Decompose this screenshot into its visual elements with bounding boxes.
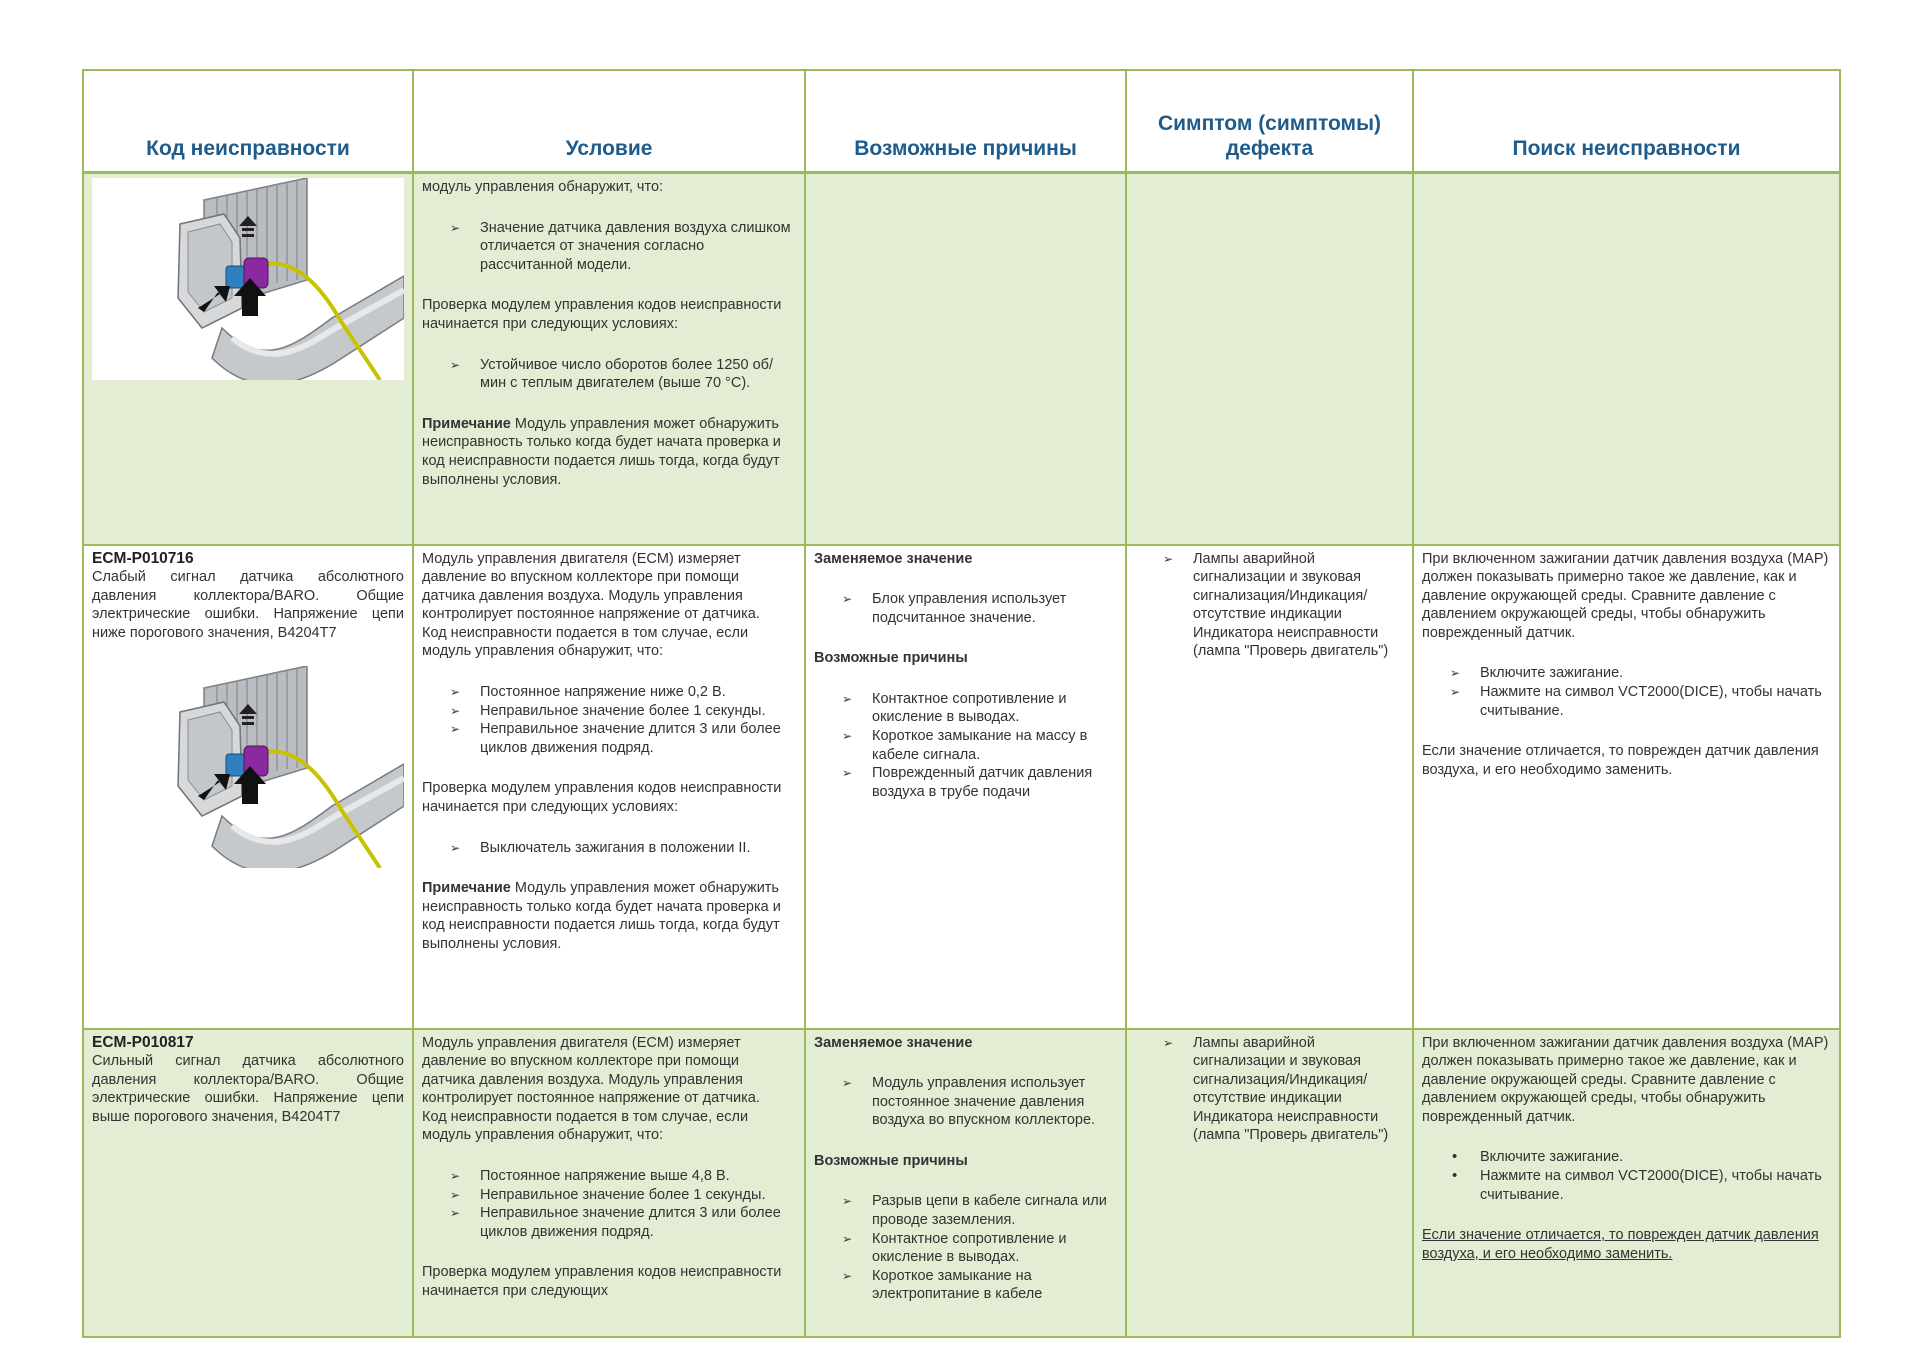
list-item: ➢ Контактное сопротивление и окисление в выводах. bbox=[872, 690, 1117, 727]
row2-symptom-list bbox=[1135, 550, 1404, 662]
fault-code-table bbox=[82, 69, 1841, 1338]
row2-replaced-list bbox=[814, 590, 1117, 627]
row2-condition-cell bbox=[413, 545, 805, 1029]
row3-trouble-cell bbox=[1413, 1029, 1840, 1337]
row2-symptom-cell bbox=[1126, 545, 1413, 1029]
row1-causes-cell bbox=[805, 173, 1126, 545]
table-header-row bbox=[83, 70, 1840, 173]
table-row bbox=[83, 545, 1840, 1029]
row1-condition-intro: модуль управления обнаружит, что: bbox=[422, 179, 664, 195]
row2-check-list bbox=[422, 839, 796, 858]
list-item: ➢ Лампы аварийной сигнализации и звуковая сигнализация/Индикация/отсутствие индикации Индикатора неисправности (лампа "Проверь двигатель") bbox=[1193, 550, 1404, 662]
note-label: Примечание bbox=[422, 415, 511, 432]
sensor-illustration bbox=[92, 178, 404, 380]
list-item: ➢ Постоянное напряжение ниже 0,2 В. bbox=[480, 683, 796, 702]
row1-check-text: Проверка модулем управления кодов неисправности начинается при следующих условиях: bbox=[422, 297, 782, 332]
sensor-illustration bbox=[92, 666, 404, 868]
header-condition: Условие bbox=[413, 70, 805, 173]
page bbox=[82, 69, 1839, 1329]
row3-condition-intro2: Код неисправности подается в том случае, если модуль управления обнаружит, что: bbox=[422, 1108, 749, 1144]
list-item: ➢ Неправильное значение длится 3 или более циклов движения подряд. bbox=[480, 720, 796, 757]
list-item: ➢ Включите зажигание. bbox=[1480, 664, 1831, 683]
list-item: ➢ Поврежденный датчик давления воздуха в трубе подачи bbox=[872, 764, 1117, 801]
list-item: ➢ Короткое замыкание на электропитание в кабеле bbox=[872, 1267, 1117, 1304]
row3-check-text: Проверка модулем управления кодов неисправности начинается при следующих bbox=[422, 1264, 782, 1300]
row3-code-desc: Сильный сигнал датчика абсолютного давления коллектора/BARO. Общие электрические ошибки. Напряжение цепи выше порогового значения, B4204T7 bbox=[92, 1053, 404, 1125]
row2-causes-label: Возможные причины bbox=[814, 650, 968, 667]
note-label: Примечание bbox=[422, 880, 511, 897]
list-item: ➢ Устойчивое число оборотов более 1250 об/мин с теплым двигателем (выше 70 °C). bbox=[480, 356, 796, 393]
list-item: ➢ Блок управления использует подсчитанное значение. bbox=[872, 590, 1117, 627]
list-item: ➢ Нажмите на символ VCT2000(DICE), чтобы начать считывание. bbox=[1480, 683, 1831, 720]
row3-replaced-label: Заменяемое значение bbox=[814, 1034, 973, 1051]
header-causes: Возможные причины bbox=[805, 70, 1126, 173]
row3-causes-label: Возможные причины bbox=[814, 1152, 968, 1169]
row2-trouble-end: Если значение отличается, то поврежден датчик давления воздуха, и его необходимо заменить. bbox=[1422, 743, 1819, 778]
row3-trouble-intro: При включенном зажигании датчик давления воздуха (MAP) должен показывать примерно такое же давление, как и давление окружающей среды. Сравните давление с давлением окружающей среды, чтобы обнаружить поврежденный датчик. bbox=[1422, 1034, 1829, 1125]
list-item: ➢ Лампы аварийной сигнализации и звуковая сигнализация/Индикация/отсутствие индикации Индикатора неисправности (лампа "Проверь двигатель") bbox=[1193, 1034, 1404, 1146]
row3-condition-cell bbox=[413, 1029, 805, 1337]
list-item: ➢ Модуль управления использует постоянное значение давления воздуха во впускном коллекторе. bbox=[872, 1074, 1117, 1130]
row3-code: ECM-P010817 bbox=[92, 1033, 194, 1051]
list-item: ➢ Разрыв цепи в кабеле сигнала или проводе заземления. bbox=[872, 1192, 1117, 1229]
row2-trouble-cell bbox=[1413, 545, 1840, 1029]
row3-code-cell bbox=[83, 1029, 413, 1337]
row1-condition-cell bbox=[413, 173, 805, 545]
row3-symptom-list bbox=[1135, 1034, 1404, 1146]
list-item: • Включите зажигание. bbox=[1480, 1148, 1831, 1167]
list-item: ➢ Короткое замыкание на массу в кабеле сигнала. bbox=[872, 727, 1117, 764]
row3-trouble-end: Если значение отличается, то поврежден датчик давления воздуха, и его необходимо заменить. bbox=[1422, 1227, 1819, 1262]
row2-code-desc: Слабый сигнал датчика абсолютного давления коллектора/BARO. Общие электрические ошибки. Напряжение цепи ниже порогового значения, B4204T7 bbox=[92, 569, 404, 641]
row3-trouble-list bbox=[1422, 1148, 1831, 1204]
row2-condition-intro2: Код неисправности подается в том случае, если модуль управления обнаружит, что: bbox=[422, 624, 749, 660]
table-row bbox=[83, 1029, 1840, 1337]
row1-symptom-cell bbox=[1126, 173, 1413, 545]
table-row bbox=[83, 173, 1840, 545]
row2-code-cell bbox=[83, 545, 413, 1029]
row2-replaced-label: Заменяемое значение bbox=[814, 550, 973, 567]
list-item: ➢ Постоянное напряжение выше 4,8 В. bbox=[480, 1167, 796, 1186]
list-item: ➢ Выключатель зажигания в положении II. bbox=[480, 839, 796, 858]
row2-note bbox=[422, 879, 796, 953]
list-item: • Нажмите на символ VCT2000(DICE), чтобы начать считывание. bbox=[1480, 1167, 1831, 1204]
row2-causes-list bbox=[814, 690, 1117, 802]
header-symptom: Симптом (симптомы) дефекта bbox=[1126, 70, 1413, 173]
note-text: Модуль управления может обнаружить неисправность только когда будет начата проверка и код неисправности подается лишь тогда, когда будут выполнены условия. bbox=[422, 415, 781, 488]
row1-condition-list bbox=[422, 219, 796, 275]
list-item: ➢ Неправильное значение длится 3 или более циклов движения подряд. bbox=[480, 1204, 796, 1241]
row2-condition-list bbox=[422, 683, 796, 757]
header-code: Код неисправности bbox=[83, 70, 413, 173]
row3-condition-list bbox=[422, 1167, 796, 1241]
row3-condition-intro: Модуль управления двигателя (ECM) измеряет давление во впускном коллекторе при помощи датчика давления воздуха. Модуль управления контролирует постоянное напряжение от датчика. bbox=[422, 1034, 760, 1107]
row1-code-cell bbox=[83, 173, 413, 545]
row1-check-list bbox=[422, 356, 796, 393]
header-troubleshooting: Поиск неисправности bbox=[1413, 70, 1840, 173]
row3-symptom-cell bbox=[1126, 1029, 1413, 1337]
list-item: ➢ Значение датчика давления воздуха слишком отличается от значения согласно рассчитанной модели. bbox=[480, 219, 796, 275]
row3-replaced-list bbox=[814, 1074, 1117, 1130]
row2-trouble-intro: При включенном зажигании датчик давления воздуха (MAP) должен показывать примерно такое же давление, как и давление окружающей среды. Сравните давление с давлением окружающей среды, чтобы обнаружить поврежденный датчик. bbox=[1422, 550, 1829, 641]
note-text: Модуль управления может обнаружить неисправность только когда будет начата проверка и код неисправности подается лишь тогда, когда будут выполнены условия. bbox=[422, 880, 781, 952]
row2-check-text: Проверка модулем управления кодов неисправности начинается при следующих условиях: bbox=[422, 780, 782, 816]
row3-causes-list bbox=[814, 1192, 1117, 1304]
row2-trouble-list bbox=[1422, 664, 1831, 720]
row2-code: ECM-P010716 bbox=[92, 549, 194, 567]
row1-trouble-cell bbox=[1413, 173, 1840, 545]
list-item: ➢ Неправильное значение более 1 секунды. bbox=[480, 1186, 796, 1205]
row2-causes-cell bbox=[805, 545, 1126, 1029]
list-item: ➢ Контактное сопротивление и окисление в выводах. bbox=[872, 1230, 1117, 1267]
row3-causes-cell bbox=[805, 1029, 1126, 1337]
list-item: ➢ Неправильное значение более 1 секунды. bbox=[480, 702, 796, 721]
row2-condition-intro: Модуль управления двигателя (ECM) измеряет давление во впускном коллекторе при помощи датчика давления воздуха. Модуль управления контролирует постоянное напряжение от датчика. bbox=[422, 550, 760, 623]
row1-note bbox=[422, 415, 796, 489]
